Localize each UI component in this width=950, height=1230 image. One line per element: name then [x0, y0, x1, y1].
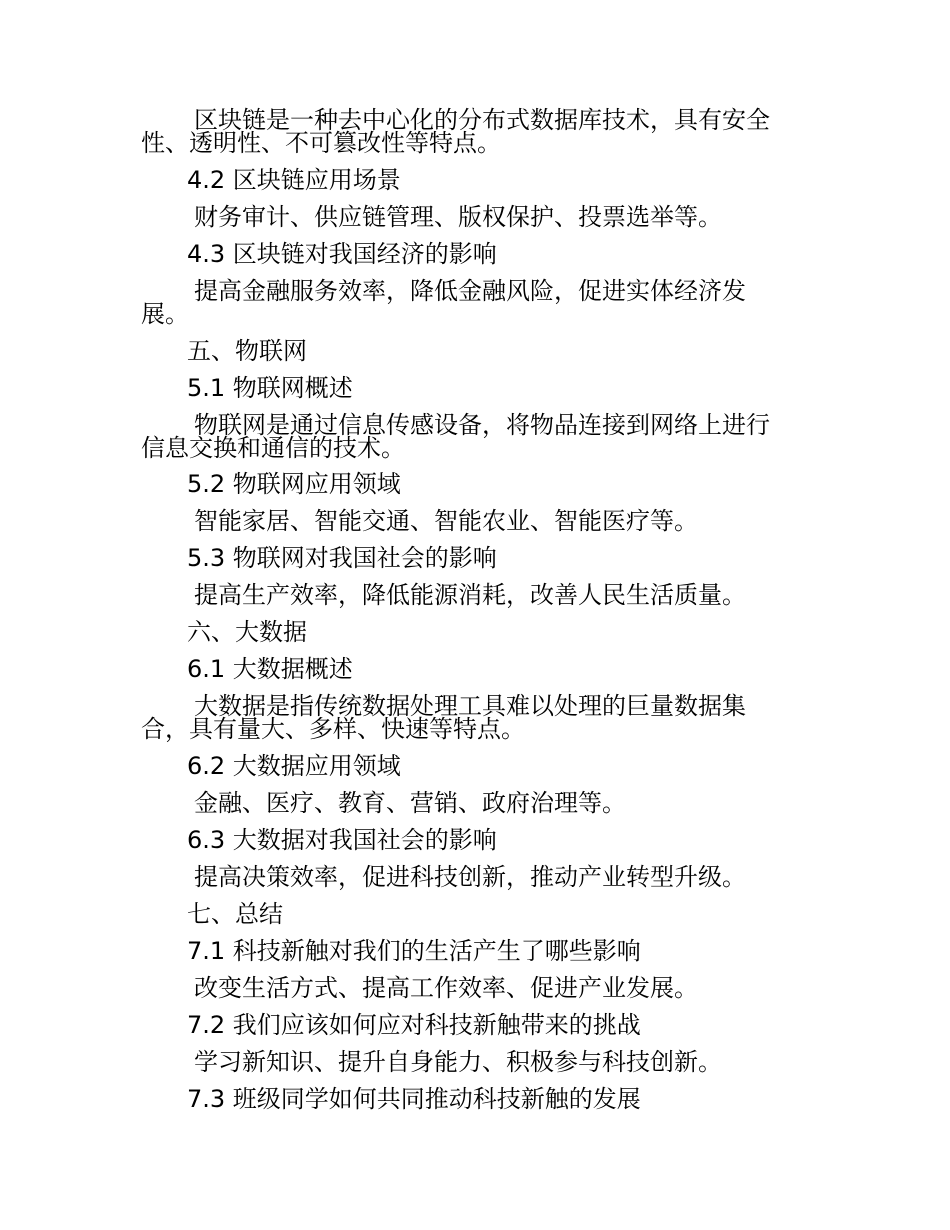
body-text-continued: 性、透明性、不可篡改性等特点。: [141, 129, 501, 157]
body-text: 学习新知识、提升自身能力、积极参与科技创新。: [194, 1048, 722, 1076]
chapter-heading: 七、总结: [187, 900, 283, 928]
body-text: 财务审计、供应链管理、版权保护、投票选举等。: [194, 203, 722, 231]
section-heading: 6.3 大数据对我国社会的影响: [187, 826, 497, 854]
section-heading: 5.3 物联网对我国社会的影响: [187, 544, 497, 572]
chapter-heading: 五、物联网: [187, 337, 307, 365]
body-text: 智能家居、智能交通、智能农业、智能医疗等。: [194, 507, 698, 535]
section-heading: 6.2 大数据应用领域: [187, 752, 401, 780]
section-heading: 5.2 物联网应用领域: [187, 470, 401, 498]
body-text: 提高金融服务效率，降低金融风险，促进实体经济发: [194, 277, 746, 305]
section-heading: 7.1 科技新触对我们的生活产生了哪些影响: [187, 937, 641, 965]
body-text: 提高生产效率，降低能源消耗，改善人民生活质量。: [194, 581, 746, 609]
body-text: 物联网是通过信息传感设备，将物品连接到网络上进行: [194, 411, 770, 439]
body-text: 金融、医疗、教育、营销、政府治理等。: [194, 789, 626, 817]
section-heading: 4.3 区块链对我国经济的影响: [187, 240, 497, 268]
body-text-continued: 信息交换和通信的技术。: [141, 434, 405, 462]
section-heading: 5.1 物联网概述: [187, 374, 353, 402]
body-text-continued: 展。: [141, 300, 189, 328]
section-heading: 7.3 班级同学如何共同推动科技新触的发展: [187, 1085, 641, 1113]
section-heading: 6.1 大数据概述: [187, 655, 353, 683]
body-text: 提高决策效率，促进科技创新，推动产业转型升级。: [194, 863, 746, 891]
body-text: 大数据是指传统数据处理工具难以处理的巨量数据集: [194, 692, 746, 720]
chapter-heading: 六、大数据: [187, 618, 307, 646]
body-text: 区块链是一种去中心化的分布式数据库技术，具有安全: [194, 106, 770, 134]
section-heading: 7.2 我们应该如何应对科技新触带来的挑战: [187, 1011, 641, 1039]
section-heading: 4.2 区块链应用场景: [187, 166, 401, 194]
body-text: 改变生活方式、提高工作效率、促进产业发展。: [194, 974, 698, 1002]
body-text-continued: 合，具有量大、多样、快速等特点。: [141, 715, 525, 743]
